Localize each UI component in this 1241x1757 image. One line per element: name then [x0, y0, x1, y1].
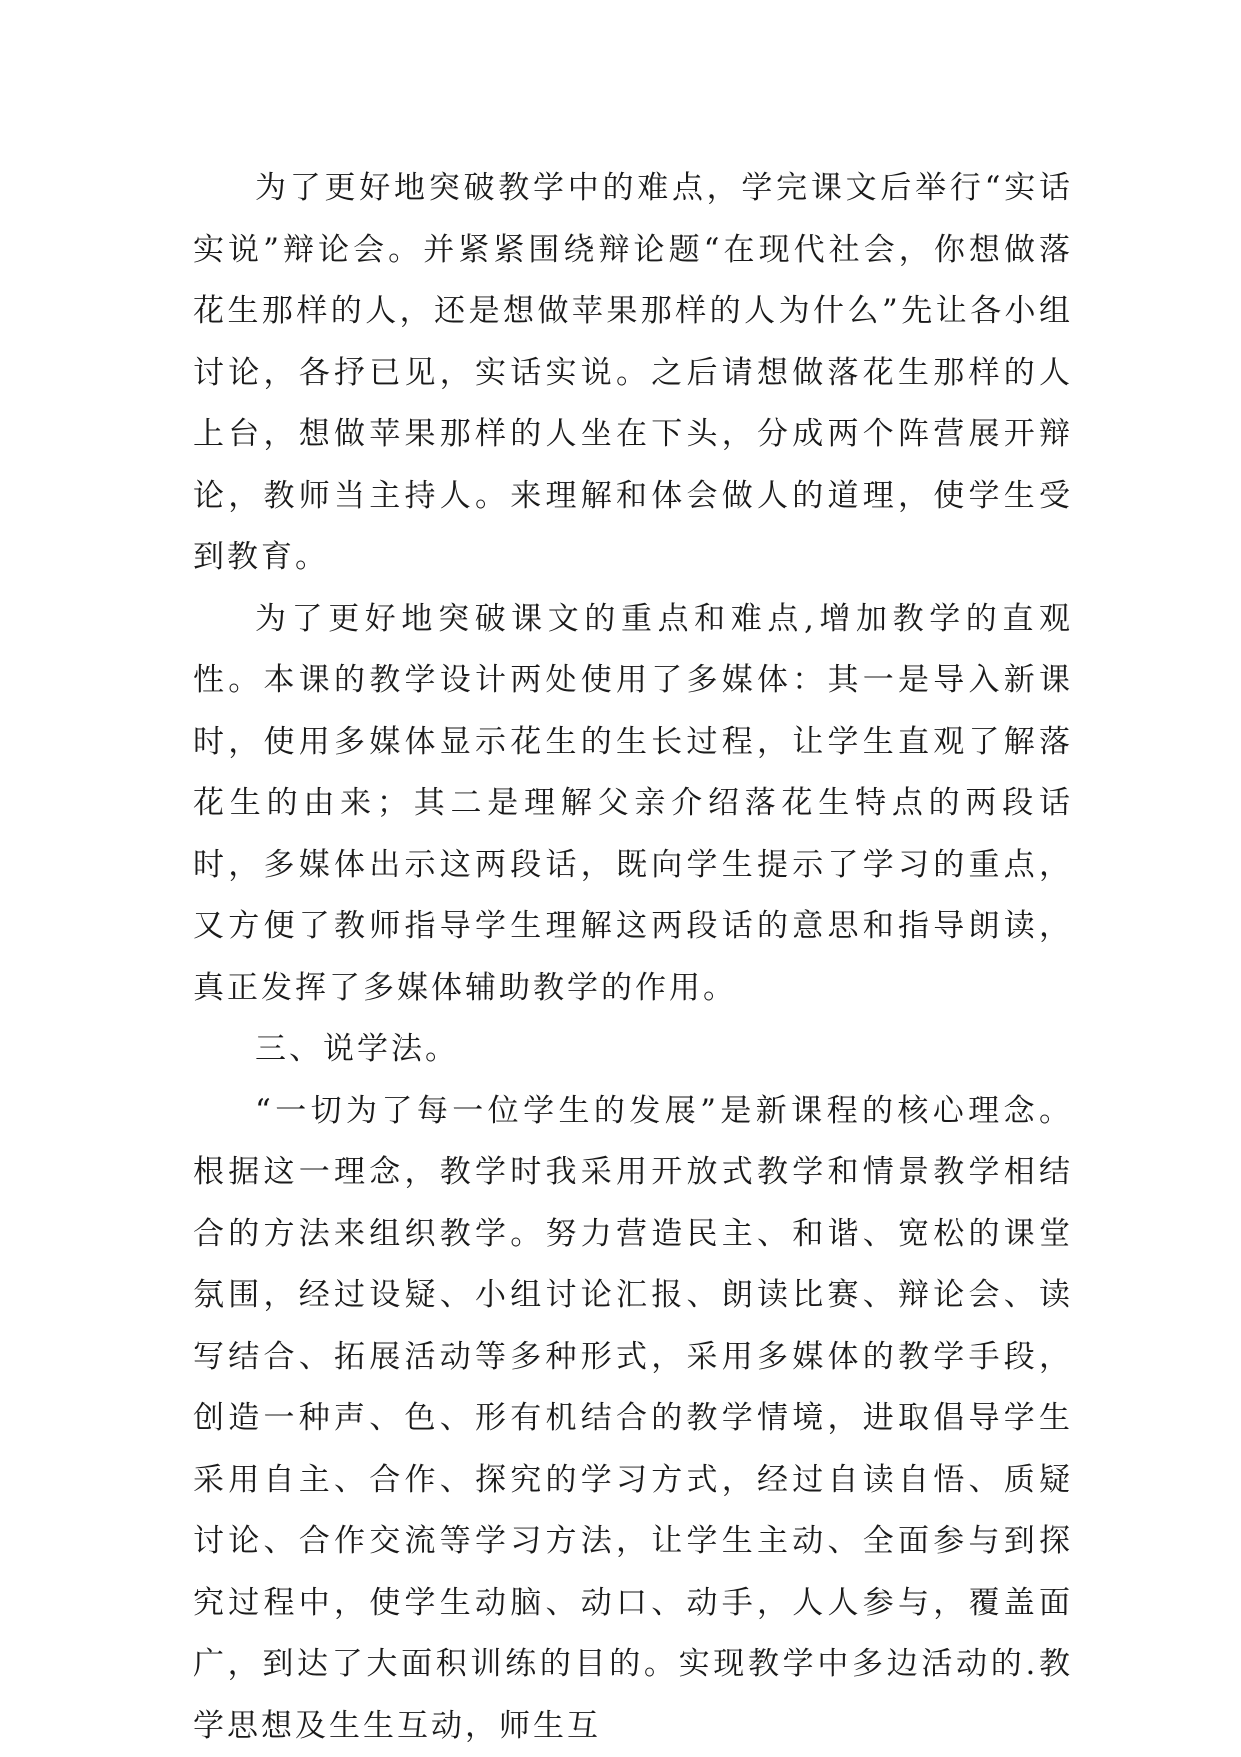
paragraph-core-concept: “一切为了每一位学生的发展”是新课程的核心理念。根据这一理念，教学时我采用开放式教学和情景教学相结合的方法来组织教学。努力营造民主、和谐、宽松的课堂氛围，经过设疑、小组讨论汇报、朗读比赛、辩论会、读写结合、拓展活动等多种形式，采用多媒体的教学手段，创造一种声、色、形有机结合的教学情境，进取倡导学生采用自主、合作、探究的学习方式，经过自读自悟、质疑讨论、合作交流等学习方法，让学生主动、全面参与到探究过程中，使学生动脑、动口、动手，人人参与，覆盖面广，到达了大面积训练的目的。实现教学中多边活动的.教学思想及生生互动，师生互 — [193, 1081, 1073, 1757]
section-heading-learning-method: 三、说学法。 — [193, 1019, 1073, 1081]
paragraph-debate: 为了更好地突破教学中的难点，学完课文后举行“实话实说”辩论会。并紧紧围绕辩论题“在现代社会，你想做落花生那样的人，还是想做苹果那样的人为什么”先让各小组讨论，各抒已见，实话实说。之后请想做落花生那样的人上台，想做苹果那样的人坐在下头，分成两个阵营展开辩论，教师当主持人。来理解和体会做人的道理，使学生受到教育。 — [193, 158, 1073, 589]
document-body — [193, 158, 1073, 1757]
paragraph-multimedia: 为了更好地突破课文的重点和难点,增加教学的直观性。本课的教学设计两处使用了多媒体：其一是导入新课时，使用多媒体显示花生的生长过程，让学生直观了解落花生的由来；其二是理解父亲介绍落花生特点的两段话时，多媒体出示这两段话，既向学生提示了学习的重点，又方便了教师指导学生理解这两段话的意思和指导朗读，真正发挥了多媒体辅助教学的作用。 — [193, 589, 1073, 1020]
